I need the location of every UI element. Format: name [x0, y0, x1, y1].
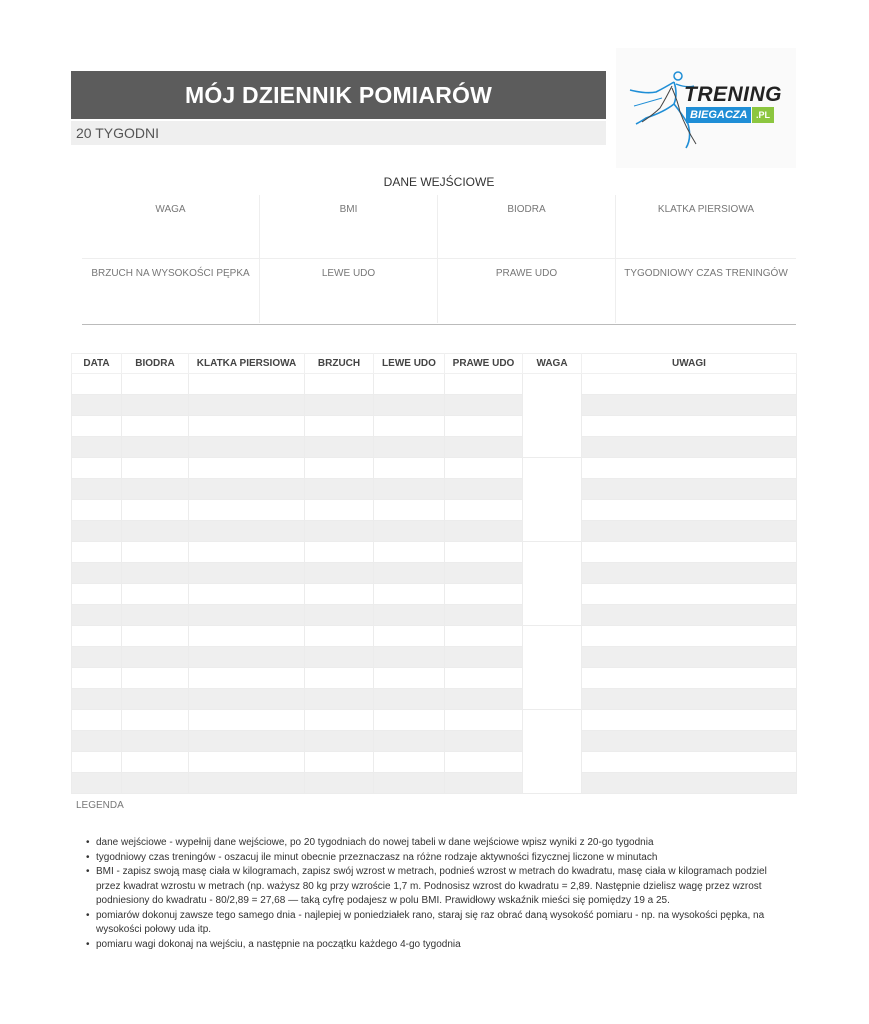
- cell-brzuch[interactable]: [305, 710, 374, 731]
- cell-data[interactable]: [72, 563, 122, 584]
- cell-prawe-udo[interactable]: [445, 542, 523, 563]
- input-field-lewe-udo[interactable]: [260, 259, 438, 323]
- cell-uwagi[interactable]: [582, 689, 797, 710]
- cell-biodra[interactable]: [122, 521, 189, 542]
- column-header-klatka-piersiowa: KLATKA PIERSIOWA: [189, 354, 305, 374]
- cell-brzuch[interactable]: [305, 416, 374, 437]
- cell-klatka-piersiowa[interactable]: [189, 437, 305, 458]
- measurement-log-table: [71, 353, 796, 794]
- column-header-uwagi: UWAGI: [582, 354, 797, 374]
- table-header-row: [72, 354, 797, 374]
- cell-data[interactable]: [72, 626, 122, 647]
- table-row: [72, 668, 797, 689]
- cell-brzuch[interactable]: [305, 437, 374, 458]
- cell-brzuch[interactable]: [305, 773, 374, 794]
- cell-data[interactable]: [72, 416, 122, 437]
- cell-biodra[interactable]: [122, 689, 189, 710]
- cell-lewe-udo[interactable]: [374, 752, 445, 773]
- input-grid: [82, 195, 796, 325]
- legend-item-text: dane wejściowe - wypełnij dane wejściowe, po 20 tygodniach do nowej tabeli w dane wejściowe wpisz wyniki z 20-go tygodnia: [96, 837, 654, 848]
- cell-lewe-udo[interactable]: [374, 458, 445, 479]
- cell-prawe-udo[interactable]: [445, 689, 523, 710]
- bullet-icon: •: [86, 938, 90, 950]
- cell-prawe-udo[interactable]: [445, 458, 523, 479]
- cell-waga[interactable]: [523, 626, 582, 710]
- table-row: [72, 500, 797, 521]
- cell-data[interactable]: [72, 731, 122, 752]
- cell-prawe-udo[interactable]: [445, 584, 523, 605]
- cell-prawe-udo[interactable]: [445, 500, 523, 521]
- cell-klatka-piersiowa[interactable]: [189, 458, 305, 479]
- table-body: [72, 374, 797, 794]
- cell-lewe-udo[interactable]: [374, 395, 445, 416]
- cell-brzuch[interactable]: [305, 458, 374, 479]
- cell-data[interactable]: [72, 689, 122, 710]
- legend-title: LEGENDA: [76, 800, 124, 811]
- cell-uwagi[interactable]: [582, 437, 797, 458]
- table-row: [72, 605, 797, 626]
- input-field-waga[interactable]: [82, 195, 260, 259]
- input-field-bmi[interactable]: [260, 195, 438, 259]
- cell-biodra[interactable]: [122, 500, 189, 521]
- legend-item-text: pomiaru wagi dokonaj na wejściu, a następnie na początku każdego 4-go tygodnia: [96, 938, 461, 950]
- column-header-prawe-udo: PRAWE UDO: [445, 354, 523, 374]
- input-field-label: PRAWE UDO: [495, 268, 558, 279]
- cell-uwagi[interactable]: [582, 500, 797, 521]
- input-field-label: KLATKA PIERSIOWA: [657, 204, 755, 215]
- cell-brzuch[interactable]: [305, 521, 374, 542]
- input-field-klatka-piersiowa[interactable]: [616, 195, 796, 259]
- column-header-brzuch: BRZUCH: [305, 354, 374, 374]
- cell-uwagi[interactable]: [582, 668, 797, 689]
- cell-prawe-udo[interactable]: [445, 437, 523, 458]
- logo-word-biegacza: BIEGACZA: [686, 107, 751, 123]
- cell-brzuch[interactable]: [305, 647, 374, 668]
- table-row: [72, 374, 797, 395]
- cell-uwagi[interactable]: [582, 584, 797, 605]
- cell-data[interactable]: [72, 500, 122, 521]
- cell-prawe-udo[interactable]: [445, 626, 523, 647]
- cell-uwagi[interactable]: [582, 773, 797, 794]
- input-field-label: LEWE UDO: [321, 268, 376, 279]
- cell-uwagi[interactable]: [582, 542, 797, 563]
- table-row: [72, 773, 797, 794]
- cell-klatka-piersiowa[interactable]: [189, 416, 305, 437]
- input-field-czas-treningow[interactable]: [616, 259, 796, 323]
- column-header-waga: WAGA: [523, 354, 582, 374]
- cell-klatka-piersiowa[interactable]: [189, 395, 305, 416]
- cell-klatka-piersiowa[interactable]: [189, 584, 305, 605]
- legend-item-text: tygodniowy czas treningów - oszacuj ile minut obecnie przeznaczasz na różne rodzaje aktywności fizycznej liczone w minutach: [96, 851, 658, 863]
- cell-biodra[interactable]: [122, 479, 189, 500]
- cell-prawe-udo[interactable]: [445, 521, 523, 542]
- cell-data[interactable]: [72, 479, 122, 500]
- cell-biodra[interactable]: [122, 668, 189, 689]
- table-row: [72, 479, 797, 500]
- cell-klatka-piersiowa[interactable]: [189, 731, 305, 752]
- legend-item: [86, 851, 776, 866]
- cell-uwagi[interactable]: [582, 605, 797, 626]
- cell-brzuch[interactable]: [305, 668, 374, 689]
- cell-klatka-piersiowa[interactable]: [189, 773, 305, 794]
- cell-prawe-udo[interactable]: [445, 374, 523, 395]
- cell-prawe-udo[interactable]: [445, 605, 523, 626]
- logo-word-suffix: .PL: [752, 107, 774, 123]
- cell-lewe-udo[interactable]: [374, 479, 445, 500]
- cell-lewe-udo[interactable]: [374, 668, 445, 689]
- cell-data[interactable]: [72, 605, 122, 626]
- cell-klatka-piersiowa[interactable]: [189, 752, 305, 773]
- cell-prawe-udo[interactable]: [445, 668, 523, 689]
- cell-brzuch[interactable]: [305, 542, 374, 563]
- cell-uwagi[interactable]: [582, 563, 797, 584]
- cell-data[interactable]: [72, 647, 122, 668]
- cell-brzuch[interactable]: [305, 374, 374, 395]
- legend-item: [86, 909, 776, 938]
- cell-lewe-udo[interactable]: [374, 626, 445, 647]
- cell-klatka-piersiowa[interactable]: [189, 563, 305, 584]
- cell-uwagi[interactable]: [582, 395, 797, 416]
- cell-waga[interactable]: [523, 710, 582, 794]
- legend-item: [86, 865, 776, 909]
- cell-brzuch[interactable]: [305, 752, 374, 773]
- cell-waga[interactable]: [523, 374, 582, 458]
- cell-data[interactable]: [72, 374, 122, 395]
- cell-data[interactable]: [72, 668, 122, 689]
- cell-uwagi[interactable]: [582, 521, 797, 542]
- cell-lewe-udo[interactable]: [374, 584, 445, 605]
- table-row: [72, 521, 797, 542]
- cell-data[interactable]: [72, 521, 122, 542]
- cell-biodra[interactable]: [122, 437, 189, 458]
- table-row: [72, 584, 797, 605]
- cell-prawe-udo[interactable]: [445, 563, 523, 584]
- cell-biodra[interactable]: [122, 731, 189, 752]
- cell-biodra[interactable]: [122, 458, 189, 479]
- trening-biegacza-logo: [616, 48, 796, 168]
- input-section-title: DANE WEJŚCIOWE: [383, 175, 495, 189]
- cell-lewe-udo[interactable]: [374, 605, 445, 626]
- table-row: [72, 647, 797, 668]
- cell-prawe-udo[interactable]: [445, 479, 523, 500]
- legend-item: [86, 938, 776, 953]
- column-header-biodra: BIODRA: [122, 354, 189, 374]
- cell-brzuch[interactable]: [305, 584, 374, 605]
- cell-biodra[interactable]: [122, 584, 189, 605]
- bullet-icon: •: [86, 837, 90, 848]
- cell-waga[interactable]: [523, 542, 582, 626]
- cell-lewe-udo[interactable]: [374, 563, 445, 584]
- cell-brzuch[interactable]: [305, 626, 374, 647]
- cell-uwagi[interactable]: [582, 374, 797, 395]
- page-subtitle: 20 TYGODNI: [71, 121, 606, 145]
- cell-lewe-udo[interactable]: [374, 437, 445, 458]
- cell-lewe-udo[interactable]: [374, 647, 445, 668]
- cell-prawe-udo[interactable]: [445, 416, 523, 437]
- table-row: [72, 731, 797, 752]
- logo-word-trening: TRENING: [684, 83, 782, 106]
- cell-data[interactable]: [72, 437, 122, 458]
- table-row: [72, 626, 797, 647]
- cell-uwagi[interactable]: [582, 626, 797, 647]
- cell-klatka-piersiowa[interactable]: [189, 521, 305, 542]
- column-header-data: DATA: [72, 354, 122, 374]
- cell-klatka-piersiowa[interactable]: [189, 542, 305, 563]
- cell-brzuch[interactable]: [305, 605, 374, 626]
- cell-biodra[interactable]: [122, 773, 189, 794]
- table-row: [72, 395, 797, 416]
- cell-prawe-udo[interactable]: [445, 731, 523, 752]
- cell-data[interactable]: [72, 458, 122, 479]
- input-field-brzuch[interactable]: [82, 259, 260, 323]
- cell-brzuch[interactable]: [305, 563, 374, 584]
- cell-biodra[interactable]: [122, 626, 189, 647]
- cell-klatka-piersiowa[interactable]: [189, 689, 305, 710]
- legend-item-text: BMI - zapisz swoją masę ciała w kilogramach, zapisz swój wzrost w metrach, podnieś wzrost w metrach do kwadratu, masę ciała w kilogramach podziel przez kwadrat wzrostu w metrach (np. ważysz 80 kg przy wzroście 1,7 m. Podnosisz wzrost do kwadratu = 2,89. Następnie dzielisz wagę przez wzrost podniesiony do kwadratu - 80/2,89 = 27,68 — taką cyfrę podajesz w polu BMI. Prawidłowy wskaźnik mieści się pomiędzy 19 a 25.: [96, 866, 767, 906]
- legend-item-text: pomiarów dokonuj zawsze tego samego dnia - najlepiej w poniedziałek rano, staraj się raz obrać daną wysokość pomiaru - np. na wysokości pępka, na wysokości połowy uda itp.: [96, 909, 765, 935]
- cell-lewe-udo[interactable]: [374, 416, 445, 437]
- cell-uwagi[interactable]: [582, 752, 797, 773]
- table-row: [72, 437, 797, 458]
- column-header-lewe-udo: LEWE UDO: [374, 354, 445, 374]
- legend-list: [86, 836, 776, 952]
- cell-klatka-piersiowa[interactable]: [189, 479, 305, 500]
- table-row: [72, 416, 797, 437]
- cell-lewe-udo[interactable]: [374, 710, 445, 731]
- cell-brzuch[interactable]: [305, 395, 374, 416]
- cell-prawe-udo[interactable]: [445, 752, 523, 773]
- cell-lewe-udo[interactable]: [374, 500, 445, 521]
- cell-klatka-piersiowa[interactable]: [189, 374, 305, 395]
- cell-data[interactable]: [72, 395, 122, 416]
- cell-lewe-udo[interactable]: [374, 731, 445, 752]
- input-field-label: WAGA: [155, 204, 186, 215]
- cell-klatka-piersiowa[interactable]: [189, 647, 305, 668]
- cell-brzuch[interactable]: [305, 689, 374, 710]
- cell-data[interactable]: [72, 542, 122, 563]
- cell-klatka-piersiowa[interactable]: [189, 605, 305, 626]
- cell-uwagi[interactable]: [582, 710, 797, 731]
- cell-data[interactable]: [72, 773, 122, 794]
- cell-lewe-udo[interactable]: [374, 689, 445, 710]
- cell-biodra[interactable]: [122, 542, 189, 563]
- table-row: [72, 563, 797, 584]
- cell-lewe-udo[interactable]: [374, 542, 445, 563]
- cell-biodra[interactable]: [122, 710, 189, 731]
- cell-uwagi[interactable]: [582, 458, 797, 479]
- cell-uwagi[interactable]: [582, 731, 797, 752]
- bullet-icon: •: [86, 909, 90, 921]
- cell-prawe-udo[interactable]: [445, 710, 523, 731]
- cell-klatka-piersiowa[interactable]: [189, 500, 305, 521]
- legend-item: [86, 836, 776, 851]
- cell-biodra[interactable]: [122, 395, 189, 416]
- cell-brzuch[interactable]: [305, 479, 374, 500]
- table-row: [72, 710, 797, 731]
- cell-klatka-piersiowa[interactable]: [189, 668, 305, 689]
- table-row: [72, 752, 797, 773]
- cell-biodra[interactable]: [122, 752, 189, 773]
- page-title: MÓJ DZIENNIK POMIARÓW: [71, 71, 606, 119]
- cell-klatka-piersiowa[interactable]: [189, 710, 305, 731]
- cell-waga[interactable]: [523, 458, 582, 542]
- cell-biodra[interactable]: [122, 605, 189, 626]
- bullet-icon: •: [86, 866, 90, 877]
- cell-lewe-udo[interactable]: [374, 521, 445, 542]
- input-field-label: BMI: [339, 204, 358, 215]
- cell-prawe-udo[interactable]: [445, 773, 523, 794]
- cell-biodra[interactable]: [122, 416, 189, 437]
- table-row: [72, 542, 797, 563]
- input-field-biodra[interactable]: [438, 195, 616, 259]
- table-row: [72, 458, 797, 479]
- cell-data[interactable]: [72, 584, 122, 605]
- cell-data[interactable]: [72, 710, 122, 731]
- cell-brzuch[interactable]: [305, 731, 374, 752]
- cell-brzuch[interactable]: [305, 500, 374, 521]
- table-row: [72, 689, 797, 710]
- bullet-icon: •: [86, 851, 90, 863]
- cell-biodra[interactable]: [122, 647, 189, 668]
- cell-uwagi[interactable]: [582, 416, 797, 437]
- cell-uwagi[interactable]: [582, 647, 797, 668]
- cell-klatka-piersiowa[interactable]: [189, 626, 305, 647]
- cell-prawe-udo[interactable]: [445, 647, 523, 668]
- cell-lewe-udo[interactable]: [374, 773, 445, 794]
- input-field-label: TYGODNIOWY CZAS TRENINGÓW: [624, 268, 788, 279]
- cell-uwagi[interactable]: [582, 479, 797, 500]
- input-field-label: BRZUCH NA WYSOKOŚCI PĘPKA: [91, 268, 250, 279]
- cell-biodra[interactable]: [122, 374, 189, 395]
- cell-biodra[interactable]: [122, 563, 189, 584]
- input-field-label: BIODRA: [507, 204, 546, 215]
- cell-prawe-udo[interactable]: [445, 395, 523, 416]
- cell-data[interactable]: [72, 752, 122, 773]
- cell-lewe-udo[interactable]: [374, 374, 445, 395]
- input-field-prawe-udo[interactable]: [438, 259, 616, 323]
